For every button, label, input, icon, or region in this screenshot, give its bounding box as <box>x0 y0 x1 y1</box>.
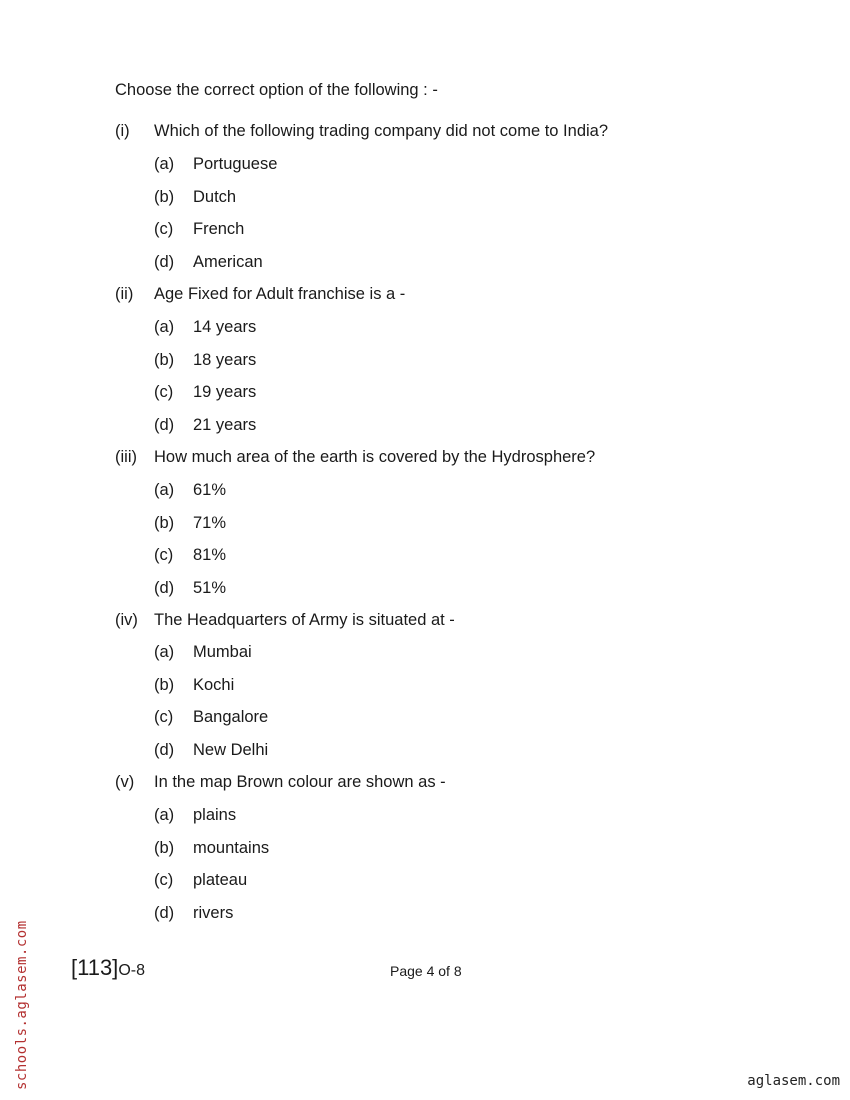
option-letter: (d) <box>154 579 175 597</box>
option-letter: (d) <box>154 416 175 434</box>
option-letter: (b) <box>154 351 175 369</box>
option-letter: (c) <box>154 546 174 564</box>
option-text: 21 years <box>193 416 257 434</box>
instruction-text: Choose the correct option of the following : - <box>115 81 438 99</box>
paper-code <box>71 955 145 981</box>
option-letter: (b) <box>154 514 175 532</box>
question-number: (i) <box>115 122 130 140</box>
option-text: 61% <box>193 481 227 499</box>
option-text: Bangalore <box>193 708 269 726</box>
option-text: Dutch <box>193 188 237 206</box>
option-text: Portuguese <box>193 155 278 173</box>
option-text: French <box>193 220 245 238</box>
option-text: 71% <box>193 514 227 532</box>
question-number: (v) <box>115 773 135 791</box>
option-letter: (c) <box>154 871 174 889</box>
option-text: 14 years <box>193 318 257 336</box>
paper-code-number: [113] <box>71 955 119 980</box>
option-letter: (c) <box>154 220 174 238</box>
option-letter: (b) <box>154 188 175 206</box>
option-text: 51% <box>193 579 227 597</box>
option-letter: (b) <box>154 839 175 857</box>
option-text: mountains <box>193 839 270 857</box>
option-text: Mumbai <box>193 643 252 661</box>
side-watermark: schools.aglasem.com <box>14 920 30 1090</box>
question-text: The Headquarters of Army is situated at - <box>154 611 455 629</box>
question-number: (iii) <box>115 448 137 466</box>
question-text: Which of the following trading company did not come to India? <box>154 122 609 140</box>
question-number: (ii) <box>115 285 134 303</box>
option-letter: (d) <box>154 741 175 759</box>
bottom-watermark: aglasem.com <box>747 1073 840 1089</box>
option-letter: (d) <box>154 253 175 271</box>
option-letter: (c) <box>154 383 174 401</box>
option-text: plateau <box>193 871 248 889</box>
question-number: (iv) <box>115 611 138 629</box>
option-letter: (a) <box>154 481 175 499</box>
option-text: plains <box>193 806 237 824</box>
option-text: 81% <box>193 546 227 564</box>
option-text: New Delhi <box>193 741 269 759</box>
option-letter: (c) <box>154 708 174 726</box>
question-text: How much area of the earth is covered by the Hydrosphere? <box>154 448 596 466</box>
question-text: In the map Brown colour are shown as - <box>154 773 446 791</box>
option-letter: (a) <box>154 643 175 661</box>
paper-code-suffix: O-8 <box>118 962 145 979</box>
option-text: 18 years <box>193 351 257 369</box>
question-text: Age Fixed for Adult franchise is a - <box>154 285 406 303</box>
option-letter: (a) <box>154 318 175 336</box>
option-letter: (a) <box>154 155 175 173</box>
option-letter: (b) <box>154 676 175 694</box>
option-text: American <box>193 253 263 271</box>
page-number: Page 4 of 8 <box>390 963 462 979</box>
option-text: 19 years <box>193 383 257 401</box>
option-letter: (a) <box>154 806 175 824</box>
option-text: Kochi <box>193 676 235 694</box>
option-text: rivers <box>193 904 234 922</box>
option-letter: (d) <box>154 904 175 922</box>
